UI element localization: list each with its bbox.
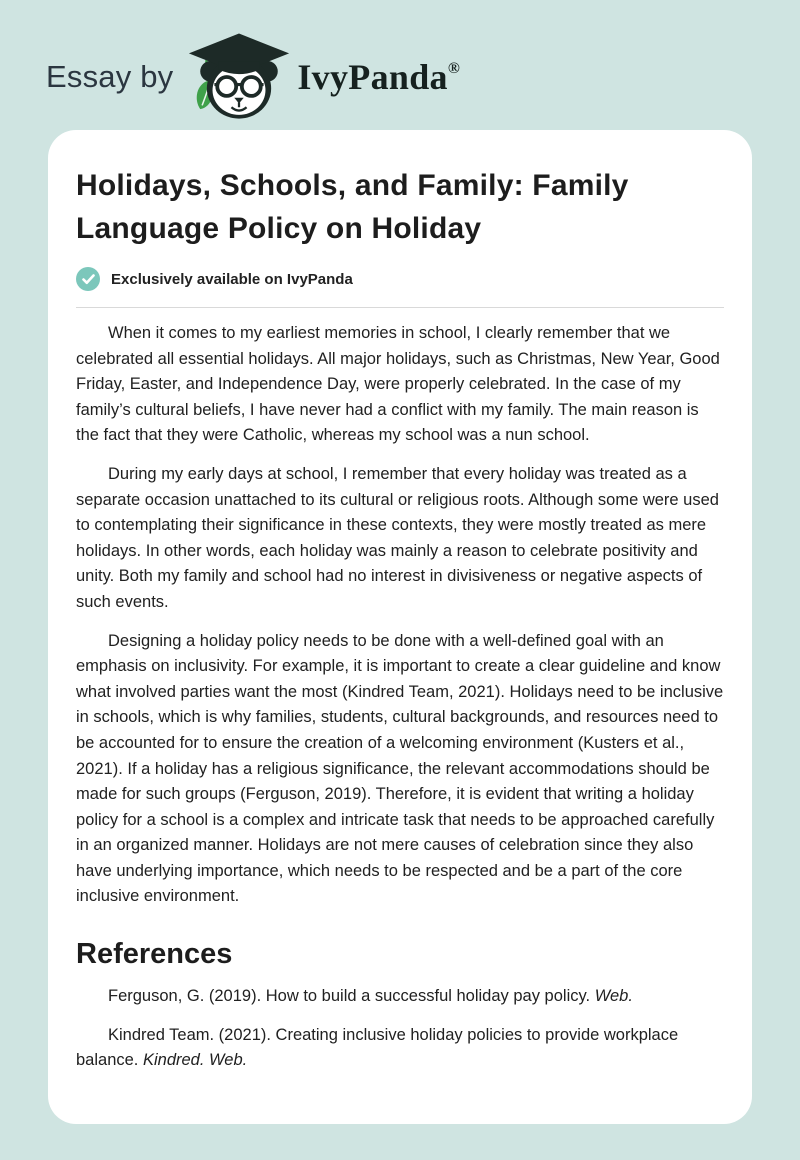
references-heading: References (76, 938, 233, 971)
divider (76, 307, 724, 308)
reference-item-1 (76, 984, 724, 1010)
essay-paragraph-1: When it comes to my earliest memories in school, I clearly remember that we celebrated all essential holidays. All major holidays, such as Christmas, New Year, Good Friday, Easter, and Independence Day, were properly celebrated. In the case of my family’s cultural beliefs, I have never had a conflict with my family. The main reason is the fact that they were Catholic, whereas my school was a nun school. (76, 324, 720, 445)
exclusive-badge (76, 267, 724, 291)
essay-card (48, 130, 752, 1124)
essay-body (76, 321, 724, 910)
registered-mark: ® (447, 60, 461, 77)
brand-name (297, 56, 460, 98)
reference-item-2 (76, 1023, 724, 1074)
essay-paragraph-3: Designing a holiday policy needs to be done with a well-defined goal with an emphasis on inclusivity. For example, it is important to create a clear guideline and know what involved parties want the most (Kindred Team, 2021). Holidays need to be inclusive in schools, which is why families, students, cultural backgrounds, and resources need to be accounted for to ensure the creation of a welcoming environment (Kusters et al., 2021). If a holiday has a religious significance, the relevant accommodations should be made for such groups (Ferguson, 2019). Therefore, it is evident that writing a holiday policy for a school is a complex and intricate task that needs to be approached carefully in an organized manner. Holidays are not mere causes of celebration since they also have underlying importance, which needs to be respected and be a part of the core inclusive environment. (76, 631, 724, 906)
ivypanda-logo-icon (187, 33, 291, 121)
essay-paragraph-2: During my early days at school, I remember that every holiday was treated as a separate occasion unattached to its cultural or religious roots. Although some were used to contemplating their significance in these contexts, they were mostly treated as mere holidays. In other words, each holiday was mainly a reason to celebrate positivity and unity. Both my family and school had no interest in divisiveness or negative aspects of such events. (76, 464, 719, 611)
reference-source: Web. (594, 987, 633, 1006)
reference-source: Kindred. Web. (142, 1051, 248, 1070)
page-header (0, 0, 800, 130)
essay-title: Holidays, Schools, and Family: Family Language Policy on Holiday (76, 169, 629, 245)
brand-text: IvyPanda (297, 57, 448, 97)
reference-text: Ferguson, G. (2019). How to build a successful holiday pay policy. (108, 987, 595, 1006)
exclusive-badge-label: Exclusively available on IvyPanda (111, 270, 353, 288)
essay-by-label: Essay by (46, 59, 174, 94)
reference-text: Kindred Team. (2021). Creating inclusive holiday policies to provide workplace balance. (76, 1025, 679, 1070)
check-icon (76, 267, 100, 291)
